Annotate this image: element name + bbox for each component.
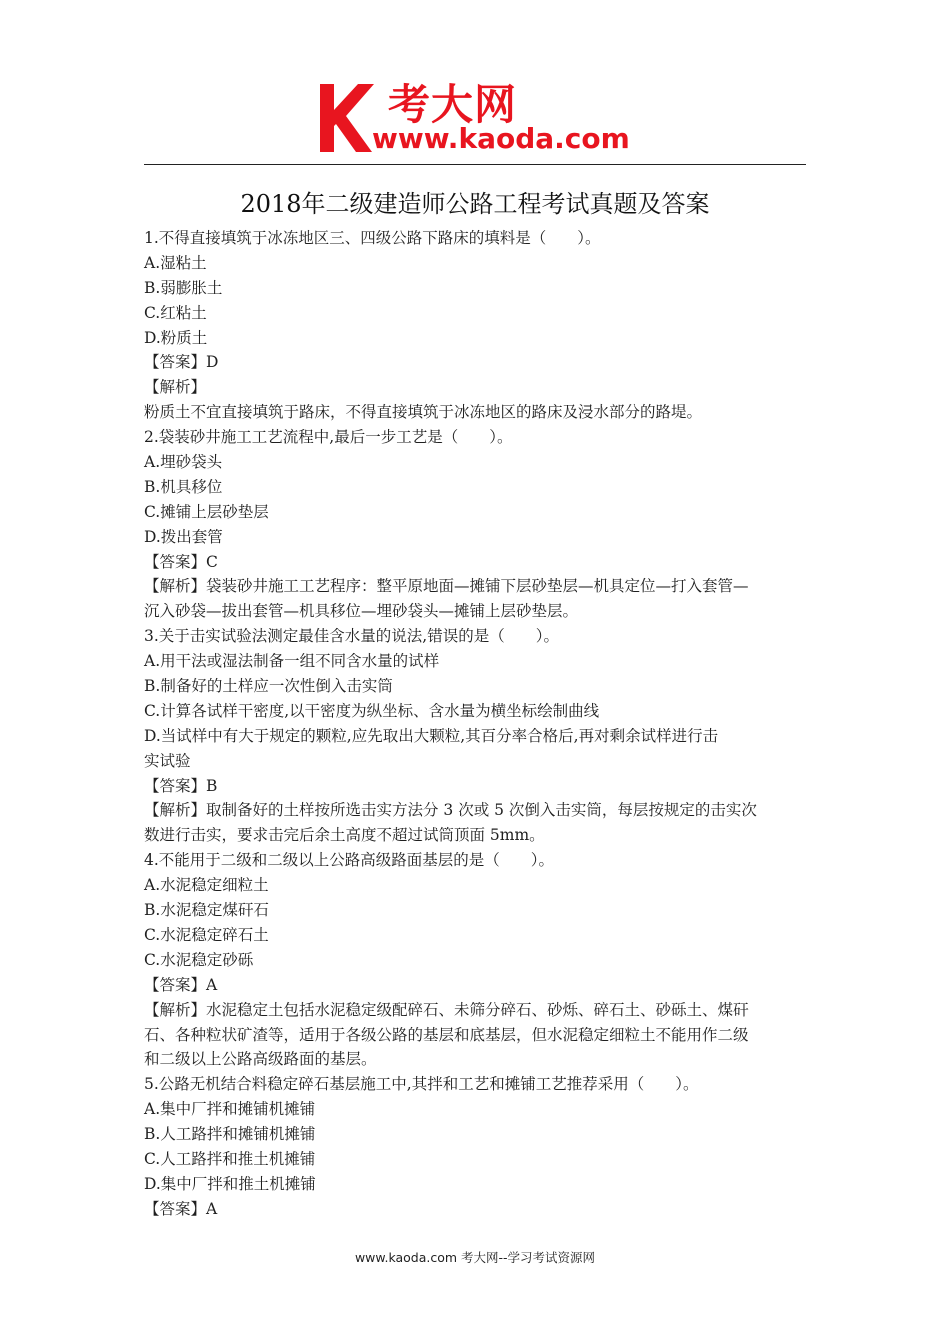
- page-footer: www.kaoda.com 考大网--学习考试资源网: [354, 1250, 596, 1265]
- text-line: 【解析】: [144, 378, 207, 397]
- header-divider: [144, 164, 806, 165]
- text-line: C.人工路拌和推土机摊铺: [144, 1149, 316, 1168]
- text-line: 【答案】A: [144, 975, 218, 994]
- text-line: C.水泥稳定砂砾: [144, 950, 254, 969]
- logo-k-icon: [318, 82, 374, 154]
- text-line: 2.袋装砂井施工工艺流程中,最后一步工艺是（ ）。: [144, 428, 513, 447]
- page-title: 2018年二级建造师公路工程考试真题及答案: [240, 190, 710, 218]
- text-line: 3.关于击实试验法测定最佳含水量的说法,错误的是（ ）。: [144, 627, 559, 646]
- text-line: B.水泥稳定煤矸石: [144, 901, 269, 920]
- logo-brand-text: 考大网: [388, 80, 518, 129]
- text-line: 【解析】取制备好的土样按所选击实方法分 3 次或 5 次倒入击实筒，每层按规定的击实次: [144, 801, 757, 820]
- text-line: A.集中厂拌和摊铺机摊铺: [144, 1100, 316, 1119]
- text-line: 【答案】D: [144, 353, 219, 372]
- text-line: A.湿粘土: [144, 253, 207, 272]
- text-line: 【答案】C: [144, 552, 218, 571]
- text-line: 5.公路无机结合料稳定碎石基层施工中,其拌和工艺和摊铺工艺推荐采用（ ）。: [144, 1075, 699, 1094]
- text-line: 4.不能用于二级和二级以上公路高级路面基层的是（ ）。: [144, 851, 555, 870]
- text-line: B.弱膨胀土: [144, 278, 223, 297]
- text-line: C.红粘土: [144, 303, 207, 322]
- text-line: 【答案】B: [144, 776, 218, 795]
- text-line: C.计算各试样干密度,以干密度为纵坐标、含水量为横坐标绘制曲线: [144, 701, 600, 720]
- text-line: A.水泥稳定细粒土: [144, 876, 269, 895]
- text-line: 【答案】A: [144, 1199, 218, 1218]
- text-line: D.拨出套管: [144, 527, 223, 546]
- text-line: D.粉质土: [144, 328, 208, 347]
- text-line: 数进行击实，要求击完后余土高度不超过试筒顶面 5mm。: [144, 826, 545, 845]
- text-line: A.用干法或湿法制备一组不同含水量的试样: [144, 652, 440, 671]
- text-line: 石、各种粒状矿渣等，适用于各级公路的基层和底基层，但水泥稳定细粒土不能用作二级: [144, 1025, 749, 1044]
- text-line: 1.不得直接填筑于冰冻地区三、四级公路下路床的填料是（ ）。: [144, 229, 601, 247]
- text-line: D.当试样中有大于规定的颗粒,应先取出大颗粒,其百分率合格后,再对剩余试样进行击: [144, 726, 719, 745]
- text-line: 和二级以上公路高级路面的基层。: [144, 1050, 377, 1069]
- text-line: C.水泥稳定碎石土: [144, 925, 269, 944]
- kaoda-logo: [318, 78, 648, 162]
- text-line: 【解析】袋装砂井施工工艺程序：整平原地面—摊铺下层砂垫层—机具定位—打入套管—: [144, 577, 749, 596]
- text-line: C.摊铺上层砂垫层: [144, 502, 269, 521]
- text-line: 实试验: [144, 751, 191, 770]
- text-line: B.机具移位: [144, 477, 223, 496]
- text-line: D.集中厂拌和推土机摊铺: [144, 1174, 316, 1193]
- logo-url-text: www.kaoda.com: [372, 122, 630, 155]
- text-line: 【解析】水泥稳定土包括水泥稳定级配碎石、未筛分碎石、砂烁、碎石土、砂砾土、煤矸: [144, 1000, 749, 1019]
- text-line: 沉入砂袋—拔出套管—机具移位—埋砂袋头—摊铺上层砂垫层。: [144, 602, 579, 621]
- text-line: A.埋砂袋头: [144, 453, 223, 472]
- text-line: B.人工路拌和摊铺机摊铺: [144, 1125, 316, 1144]
- text-line: 粉质土不宜直接填筑于路床，不得直接填筑于冰冻地区的路床及浸水部分的路堤。: [144, 403, 703, 422]
- document-body: [144, 226, 808, 1222]
- text-line: B.制备好的土样应一次性倒入击实筒: [144, 677, 393, 696]
